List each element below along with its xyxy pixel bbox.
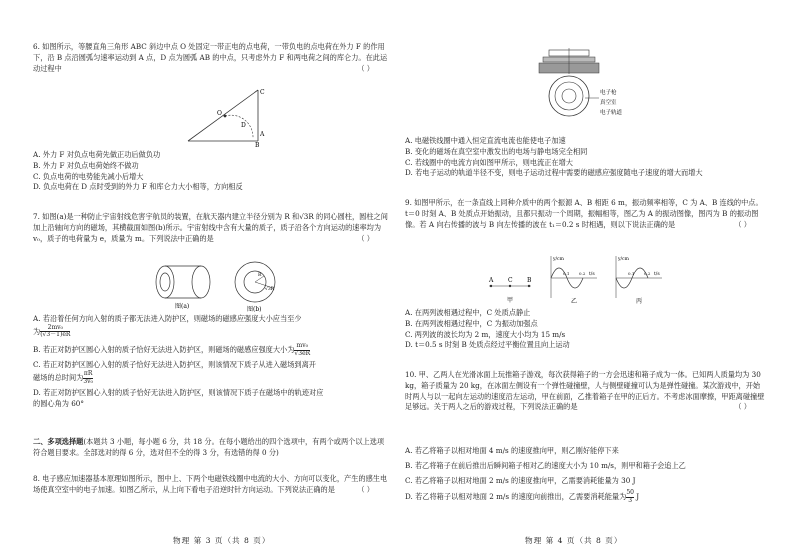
q7-option-a-line1: A. 若沿着任何方向入射的质子都无法进入防护区，则磁场的磁感应强度大小应当至少: [33, 314, 302, 323]
section-2-title: 二、多项选择题: [33, 437, 84, 446]
fig-label-electron-gun: 电子枪: [600, 90, 617, 96]
q6-option-d: D. 负点电荷在 D 点时受到的外力 F 和库仑力大小相等，方向相反: [33, 182, 243, 192]
yi-tick-02: 0.2: [579, 271, 586, 276]
question-10-options: [405, 446, 765, 505]
q10-option-a: A. 若乙将箱子以相对地面 4 m/s 的速度推向甲，则乙刚好能停下来: [405, 446, 619, 455]
q9-option-d: D. t＝0.5 s 时刻 B 处质点经过平衡位置且向上运动: [405, 340, 570, 350]
fig-b-label-sqrt3r: √3R: [265, 287, 275, 292]
q9-figure-jia: [485, 268, 535, 304]
fig-yi-caption: 乙: [571, 298, 578, 304]
q7-option-a-line2: 为 $\frac{\text{2mv₀}}{(√3-1)eR}$: [33, 323, 71, 339]
question-8-options: [405, 136, 765, 179]
page-4-footer: 物理 第 4 页（共 8 页）: [525, 535, 623, 545]
section-2-heading: [33, 437, 388, 459]
q9-figure-yi: [545, 254, 600, 304]
q8-option-a: A. 电磁铁线圈中通入恒定直流电流也能使电子加速: [405, 136, 566, 145]
question-10: [405, 370, 765, 413]
question-7-stem: 7. 如图(a)是一种防止宇宙射线危害宇航员的装置，在航天器内建立半径分别为 R 和√3R 的同心圆柱，圆柱之间加上沿轴向方向的磁场，其横截面如图(b)所示。宇宙射线中含有大量的质子，质子沿各个方向运动的速率均为 v₀，质子的电荷量为 e，质量为 m。下列说法中正确的是 （ ）: [33, 212, 388, 243]
point-a-label: A: [489, 277, 494, 284]
q7-option-b: B. 若正对防护区圆心入射的质子恰好无法进入防护区，则磁场的磁感应强度大小为 $\frac{\text{mv₀}}{√3eR}$: [33, 341, 311, 357]
yi-t-label: t/s: [589, 272, 595, 277]
fig-label-d: D: [241, 122, 246, 129]
fig-label-electron-orbit: 电子轨道: [600, 110, 623, 116]
bing-t-label: t/s: [654, 272, 660, 277]
q7-option-d-line1: D. 若正对防护区圆心入射的质子恰好无法进入防护区，则该情况下质子在磁场中的轨迹对应: [33, 388, 324, 398]
q7-figure-a: [153, 262, 213, 310]
yi-y-label: y/cm: [553, 257, 564, 262]
fig-jia-caption: 甲: [507, 297, 514, 304]
q6-option-a: A. 外力 F 对负点电荷先做正功后做负功: [33, 150, 161, 159]
fig-label-b: B: [255, 142, 260, 148]
question-6-stem: 6. 如图所示，等腰直角三角形 ABC 斜边中点 O 处固定一带正电的点电荷，一带负电的点电荷在外力 F 的作用下，沿 B 点沿圆弧匀速率运动到 A 点，D 点为圆弧 AB 的中点，只考虑外力 F 和两电荷之间的库仑力。在此运动过程中 （ ）: [33, 42, 388, 73]
fig-label-a: A: [260, 131, 265, 138]
question-9-options: [405, 308, 765, 351]
q10-option-d: D. 若乙将箱子以相对地面 2 m/s 的速度向前推出，乙需要消耗能量为 $\frac{50}{3}$ J: [405, 489, 640, 504]
q8-option-b: B. 变化的磁场在真空室中激发出的电场与静电场完全相同: [405, 146, 588, 156]
page-3-footer: 物理 第 3 页（共 8 页）: [173, 535, 271, 545]
bing-tick-01: 0.1: [628, 271, 635, 276]
yi-tick-01: 0.1: [563, 271, 570, 276]
fig-label-vacuum-chamber: 真空室: [600, 100, 617, 106]
fig-bing-caption: 丙: [636, 298, 643, 304]
fig-b-label-r: R: [258, 273, 262, 278]
q6-option-c: C. 负点电荷的电势能先减小后增大: [33, 171, 144, 181]
question-6-options: [33, 150, 388, 193]
q8-accelerator-figure: [537, 48, 637, 126]
right-page: [405, 0, 765, 554]
fig-b-caption: 图(b): [247, 306, 262, 312]
question-8: [33, 474, 388, 496]
question-10-stem: 10. 甲、乙两人在光滑冰面上玩推箱子游戏，每次获得箱子的一方会迅速和箱子成为一体。已知两人质量均为 30 kg，箱子质量为 20 kg，在冰面左侧设有一个弹性碰撞壁，人与侧壁碰撞可认为是弹性碰撞。某次游戏中，开始时两人与以一起向左运动的速度沿左运动，甲在前面，乙推着箱子在甲的正后方。不考虑冰面摩擦，甲距离碰撞壁足够远。关于两人之后的游戏过程，下列说法正确的是 （ ）: [405, 370, 765, 412]
q7-figure-b: [231, 260, 281, 312]
question-7: [33, 212, 388, 244]
q10-option-b: B. 若乙将箱子在前后推出后瞬间箱子相对乙的速度大小为 10 m/s，则甲和箱子会追上乙: [405, 460, 686, 470]
question-9: [405, 198, 765, 230]
q9-option-c: C. 两列波的波长均为 2 m，速度大小均为 15 m/s: [405, 329, 566, 339]
question-9-stem: 9. 如图甲所示，在一条直线上同种介质中的两个振源 A、B 相距 6 m，振动频率相等，C 为 A、B 连线的中点。t＝0 时刻 A、B 处质点开始振动，且都只振动一个周期，振幅相等，图乙为 A 的振动图像，图丙为 B 的振动图像。若 A 向右传播的波与 B 向左传播的波在 t₁＝0.2 s 时相遇，则以下说法正确的是 （ ）: [405, 198, 763, 229]
bing-y-label: y/cm: [618, 257, 629, 262]
q9-figure-bing: [610, 254, 665, 304]
q8-option-d: D. 若电子运动的轨道半径不变，则电子运动过程中需要的磁感应强度随电子速度的增大而增大: [405, 168, 703, 178]
section-2-instructions: (本题共 3 小题，每小题 6 分，共 18 分。在每小题给出的四个选项中，有两个或两个以上选项符合题目要求。全部选对的得 6 分，选对但不全的得 3 分，有选错的得 0 分): [33, 437, 385, 457]
left-page: [33, 0, 388, 554]
q7-option-c-line2: 磁场的总时间为 $\frac{\pi R}{\text{3v₀}}$: [33, 369, 93, 385]
q7-option-c-line1: C. 若正对防护区圆心入射的质子恰好无法进入防护区，则该情况下质子从进入磁场到离开: [33, 360, 316, 370]
q8-option-c: C. 若线圈中的电流方向如图甲所示，则电流正在增大: [405, 157, 573, 167]
question-7-options: [33, 314, 388, 410]
q9-option-a: A. 在两列波相遇过程中，C 处质点静止: [405, 308, 531, 317]
fig-a-caption: 图(a): [175, 303, 190, 310]
fig-label-c: C: [260, 89, 265, 96]
question-8-stem: 8. 电子感应加速器基本原理如图所示，图中上、下两个电磁铁线圈中电流的大小、方向可以变化，产生的感生电场使真空室中的电子加速。如图乙所示，从上向下看电子沿逆时针方向运动。下列说法正确的是 （ ）: [33, 474, 388, 494]
fig-label-o: O: [217, 110, 222, 117]
q6-option-b: B. 外力 F 对负点电荷始终不做功: [33, 160, 139, 170]
q7-option-d-line2: 的圆心角为 60°: [33, 398, 84, 408]
bing-tick-02: 0.2: [644, 271, 651, 276]
q6-triangle-figure: [183, 86, 278, 148]
question-6: [33, 42, 388, 74]
point-c-label: C: [508, 277, 513, 284]
q10-option-c: C. 若乙将箱子以相对地面 2 m/s 的速度推向甲，乙需要消耗能量为 30 J: [405, 475, 636, 485]
q9-option-b: B. 在两列波相遇过程中，C 为振动加强点: [405, 318, 538, 328]
point-b-label: B: [527, 277, 532, 284]
